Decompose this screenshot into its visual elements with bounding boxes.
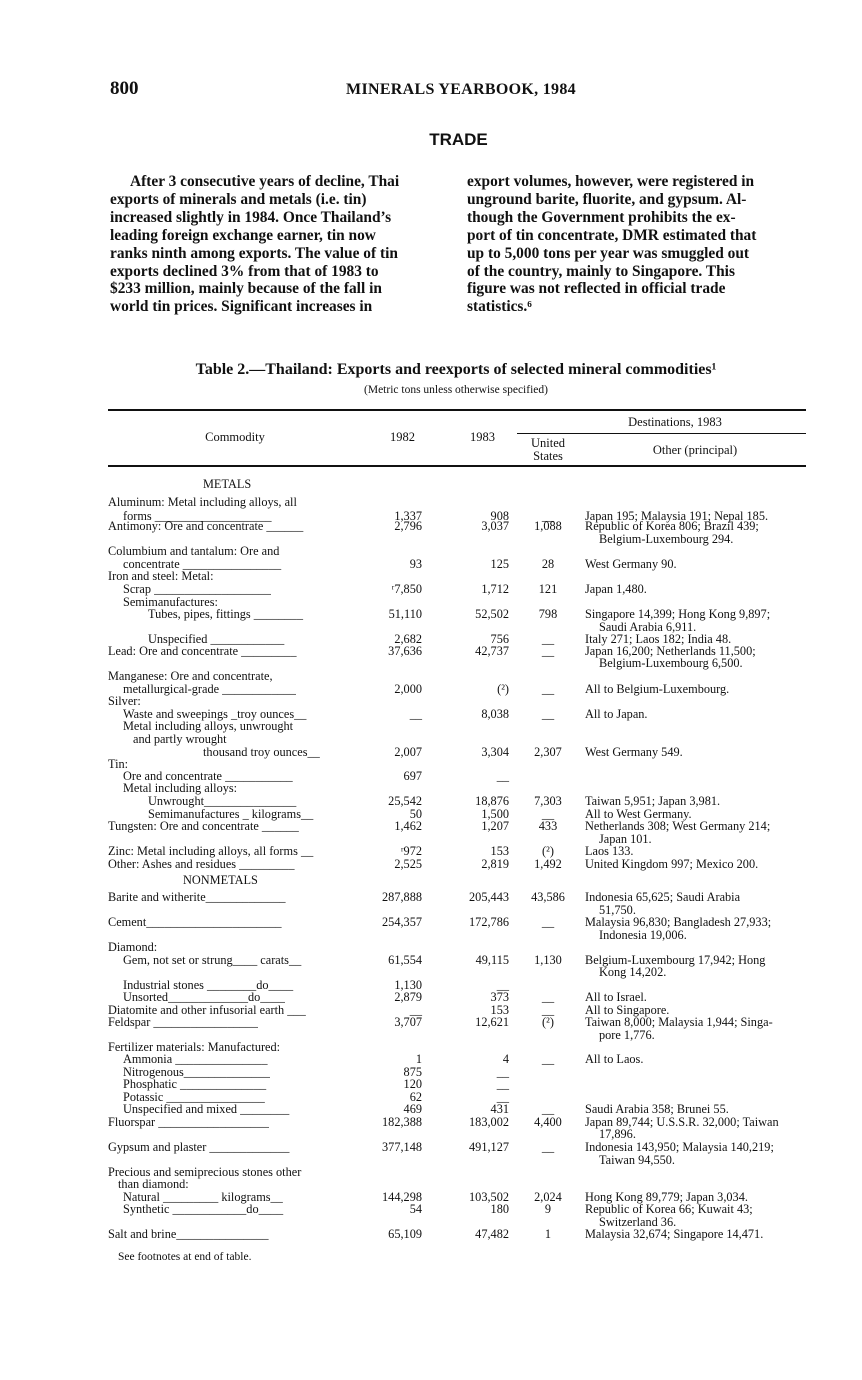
- value-united-states: 2,307: [534, 745, 562, 759]
- value-1982: 2,007: [394, 745, 422, 759]
- commodity-cell: than diamond:: [118, 1178, 189, 1191]
- value-1982: ʳ7,850: [391, 582, 422, 596]
- value-united-states: (²): [542, 844, 554, 858]
- value-united-states: __: [541, 1140, 555, 1154]
- other-destinations: United Kingdom 997; Mexico 200.: [585, 857, 759, 871]
- value-1982: __: [409, 707, 422, 721]
- value-1983: 3,037: [481, 519, 509, 533]
- value-1983: 1,207: [481, 819, 509, 833]
- value-united-states: __: [541, 632, 555, 646]
- commodity-cell: Potassic ________________: [123, 1091, 265, 1104]
- header-united-states: United States: [530, 436, 566, 463]
- commodity-cell: Gypsum and plaster _____________: [108, 1141, 290, 1154]
- value-united-states: 1: [544, 1227, 552, 1241]
- value-united-states: 43,586: [531, 890, 565, 904]
- value-1983: 125: [490, 557, 509, 571]
- section-title: TRADE: [429, 130, 488, 149]
- other-destinations: West Germany 549.: [585, 745, 683, 759]
- other-destinations: Malaysia 96,830; Bangladesh 27,933;: [585, 915, 772, 929]
- other-destinations: Belgium-Luxembourg 294.: [599, 532, 734, 546]
- other-destinations: Kong 14,202.: [599, 965, 667, 979]
- commodity-cell: and partly wrought: [133, 733, 227, 746]
- value-united-states: 798: [538, 607, 558, 621]
- value-united-states: 4,400: [534, 1115, 562, 1129]
- other-destinations: Japan 1,480.: [585, 582, 647, 596]
- value-1983: __: [496, 1065, 509, 1079]
- value-1983: 373: [490, 990, 509, 1004]
- commodity-cell: Industrial stones ________do____: [123, 979, 294, 992]
- value-1983: 18,876: [475, 794, 509, 808]
- text-line: world tin prices. Significant increases in: [110, 298, 373, 316]
- other-destinations: All to West Germany.: [585, 807, 692, 821]
- value-1982: 2,682: [394, 632, 422, 646]
- section-heading: NONMETALS: [183, 874, 258, 887]
- value-1982: 2,879: [394, 990, 422, 1004]
- commodity-cell: Nitrogenous______________: [123, 1066, 270, 1079]
- commodity-cell: Natural _________ kilograms__: [123, 1191, 283, 1204]
- value-united-states: __: [541, 1003, 555, 1017]
- value-1982: 254,357: [382, 915, 422, 929]
- value-1982: 697: [403, 769, 422, 783]
- text-line: statistics.⁶: [467, 298, 532, 316]
- value-1982: __: [409, 1003, 422, 1017]
- table-subtitle: (Metric tons unless otherwise specified): [364, 384, 548, 396]
- value-united-states: (²): [542, 1015, 554, 1029]
- value-1983: 4: [502, 1052, 509, 1066]
- text-line: After 3 consecutive years of decline, Thai: [130, 173, 400, 190]
- value-1983: 3,304: [481, 745, 509, 759]
- text-line: exports declined 3% from that of 1983 to: [110, 262, 379, 280]
- other-destinations: Hong Kong 89,779; Japan 3,034.: [585, 1190, 748, 1204]
- other-destinations: Italy 271; Laos 182; India 48.: [585, 632, 732, 646]
- page-number: 800: [110, 78, 139, 99]
- commodity-cell: Salt and brine_______________: [108, 1228, 269, 1241]
- other-destinations: Japan 101.: [599, 832, 652, 846]
- commodity-cell: Ammonia _______________: [123, 1053, 268, 1066]
- value-1982: 875: [403, 1065, 422, 1079]
- commodity-cell: Precious and semiprecious stones other: [108, 1166, 302, 1179]
- text-line: export volumes, however, were registered in: [467, 173, 755, 190]
- value-united-states: __: [541, 509, 555, 523]
- commodity-cell: Unspecified ____________: [148, 633, 285, 646]
- value-1983: 431: [490, 1102, 509, 1116]
- section-heading: METALS: [203, 478, 252, 491]
- value-1983: 153: [490, 844, 509, 858]
- commodity-cell: concentrate ________________: [123, 558, 282, 571]
- other-destinations: All to Israel.: [585, 990, 647, 1004]
- text-line: figure was not reflected in official trade: [467, 280, 726, 298]
- other-destinations: Indonesia 65,625; Saudi Arabia: [585, 890, 741, 904]
- value-1983: 205,443: [469, 890, 509, 904]
- other-destinations: Belgium-Luxembourg 6,500.: [599, 656, 743, 670]
- value-1983: 52,502: [475, 607, 509, 621]
- commodity-cell: Tin:: [108, 758, 129, 771]
- value-united-states: 1,088: [534, 519, 562, 533]
- text-line: of the country, mainly to Singapore. This: [467, 262, 735, 280]
- value-1982: 377,148: [382, 1140, 422, 1154]
- commodity-cell: Unwrought_______________: [148, 795, 297, 808]
- commodity-cell: Unsorted_____________do____: [123, 991, 285, 1004]
- value-1982: 182,388: [382, 1115, 422, 1129]
- value-1983: 491,127: [469, 1140, 509, 1154]
- other-destinations: All to Japan.: [585, 707, 648, 721]
- value-united-states: 433: [538, 819, 558, 833]
- commodity-cell: Zinc: Metal including alloys, all forms __: [108, 845, 314, 858]
- value-1982: 37,636: [388, 644, 422, 658]
- value-1982: 93: [409, 557, 422, 571]
- commodity-cell: Cement______________________: [108, 916, 282, 929]
- header-other: Other (principal): [652, 443, 738, 457]
- other-destinations: 51,750.: [599, 903, 636, 917]
- text-line: increased slightly in 1984. Once Thailand’s: [110, 208, 392, 226]
- other-destinations: Taiwan 94,550.: [599, 1153, 675, 1167]
- value-1982: 3,707: [394, 1015, 422, 1029]
- value-1983: 183,002: [469, 1115, 509, 1129]
- value-1983: 172,786: [469, 915, 509, 929]
- value-1983: __: [496, 1077, 509, 1091]
- value-1982: 2,796: [394, 519, 422, 533]
- value-1983: 2,819: [481, 857, 509, 871]
- value-1983: 12,621: [475, 1015, 509, 1029]
- value-1983: 103,502: [469, 1190, 509, 1204]
- commodity-cell: Diatomite and other infusorial earth ___: [108, 1004, 306, 1017]
- value-1982: 54: [409, 1202, 422, 1216]
- commodity-cell: Ore and concentrate ___________: [123, 770, 293, 783]
- value-1983: __: [496, 769, 509, 783]
- value-1983: 153: [490, 1003, 509, 1017]
- header-1982: 1982: [390, 430, 415, 444]
- value-1982: 65,109: [388, 1227, 422, 1241]
- value-united-states: __: [541, 707, 555, 721]
- value-1982: 144,298: [382, 1190, 422, 1204]
- value-1983: 180: [490, 1202, 509, 1216]
- value-1982: 2,525: [394, 857, 422, 871]
- table-footnote: See footnotes at end of table.: [118, 1251, 252, 1263]
- value-1983: 8,038: [481, 707, 509, 721]
- commodity-cell: metallurgical-grade ____________: [123, 683, 296, 696]
- value-1983: 908: [490, 509, 509, 523]
- other-destinations: Indonesia 143,950; Malaysia 140,219;: [585, 1140, 774, 1154]
- text-line: up to 5,000 tons per year was smuggled out: [467, 244, 750, 262]
- value-united-states: 28: [541, 557, 555, 571]
- other-destinations: Switzerland 36.: [599, 1215, 677, 1229]
- text-line: port of tin concentrate, DMR estimated that: [467, 226, 757, 244]
- other-destinations: Taiwan 5,951; Japan 3,981.: [585, 794, 721, 808]
- value-1982: 62: [409, 1090, 422, 1104]
- commodity-cell: Semimanufactures _ kilograms__: [148, 808, 314, 821]
- commodity-cell: Lead: Ore and concentrate _________: [108, 645, 297, 658]
- value-1983: 49,115: [475, 953, 509, 967]
- value-1983: 47,482: [475, 1227, 509, 1241]
- value-1982: 1,130: [394, 978, 422, 992]
- value-1982: 50: [409, 807, 422, 821]
- table-title: Table 2.—Thailand: Exports and reexports of selected mineral commodities¹: [195, 361, 717, 378]
- commodity-cell: Aluminum: Metal including alloys, all: [108, 496, 297, 509]
- text-line: leading foreign exchange earner, tin now: [110, 226, 376, 244]
- other-destinations: All to Belgium-Luxembourg.: [585, 682, 730, 696]
- value-1983: 756: [490, 632, 509, 646]
- other-destinations: Republic of Korea 806; Brazil 439;: [585, 519, 759, 533]
- commodity-cell: forms ___________________: [123, 510, 272, 523]
- commodity-cell: Antimony: Ore and concentrate ______: [108, 520, 304, 533]
- commodity-cell: Tungsten: Ore and concentrate ______: [108, 820, 299, 833]
- other-destinations: Singapore 14,399; Hong Kong 9,897;: [585, 607, 771, 621]
- other-destinations: pore 1,776.: [599, 1028, 655, 1042]
- commodity-cell: Tubes, pipes, fittings ________: [148, 608, 303, 621]
- other-destinations: 17,896.: [599, 1127, 636, 1141]
- value-1982: ʳ972: [400, 844, 422, 858]
- text-line: exports of minerals and metals (i.e. tin): [110, 190, 367, 208]
- other-destinations: Netherlands 308; West Germany 214;: [585, 819, 771, 833]
- commodity-cell: Semimanufactures:: [123, 596, 218, 609]
- value-united-states: 7,303: [534, 794, 562, 808]
- commodity-cell: Phosphatic ______________: [123, 1078, 267, 1091]
- commodity-cell: Unspecified and mixed ________: [123, 1103, 290, 1116]
- value-1982: 1,462: [394, 819, 422, 833]
- text-line: $233 million, mainly because of the fall in: [110, 280, 382, 298]
- value-1982: 120: [403, 1077, 422, 1091]
- other-destinations: Saudi Arabia 358; Brunei 55.: [585, 1102, 729, 1116]
- value-1982: 61,554: [388, 953, 422, 967]
- commodity-cell: Iron and steel: Metal:: [108, 570, 214, 583]
- value-united-states: 9: [544, 1202, 552, 1216]
- commodity-cell: Synthetic ____________do____: [123, 1203, 284, 1216]
- value-1982: 25,542: [388, 794, 422, 808]
- value-united-states: 1,492: [534, 857, 562, 871]
- other-destinations: Belgium-Luxembourg 17,942; Hong: [585, 953, 766, 967]
- value-1983: 42,737: [475, 644, 509, 658]
- commodity-cell: Metal including alloys, unwrought: [123, 720, 294, 733]
- other-destinations: Japan 89,744; U.S.S.R. 32,000; Taiwan: [585, 1115, 779, 1129]
- commodity-cell: Feldspar _________________: [108, 1016, 258, 1029]
- text-line: unground barite, fluorite, and gypsum. Al-: [467, 190, 747, 208]
- commodity-cell: Silver:: [108, 695, 141, 708]
- value-1983: __: [496, 978, 509, 992]
- value-united-states: __: [541, 1102, 555, 1116]
- value-united-states: 1,130: [534, 953, 562, 967]
- commodity-cell: Waste and sweepings _troy ounces__: [123, 708, 307, 721]
- commodity-cell: Scrap ___________________: [123, 583, 271, 596]
- value-united-states: 121: [538, 582, 558, 596]
- other-destinations: Saudi Arabia 6,911.: [599, 620, 697, 634]
- commodity-cell: Fertilizer materials: Manufactured:: [108, 1041, 281, 1054]
- commodity-cell: Columbium and tantalum: Ore and: [108, 545, 280, 558]
- value-1983: 1,712: [481, 582, 509, 596]
- value-1982: 1,337: [394, 509, 422, 523]
- value-1982: 469: [403, 1102, 422, 1116]
- header-commodity: Commodity: [205, 430, 265, 444]
- text-line: ranks ninth among exports. The value of tin: [110, 244, 398, 262]
- commodity-cell: Barite and witherite_____________: [108, 891, 286, 904]
- commodity-cell: Diamond:: [108, 941, 158, 954]
- other-destinations: All to Laos.: [585, 1052, 644, 1066]
- value-united-states: __: [541, 1052, 555, 1066]
- running-head: MINERALS YEARBOOK, 1984: [346, 81, 576, 98]
- value-1982: 287,888: [382, 890, 422, 904]
- commodity-cell: Fluorspar __________________: [108, 1116, 269, 1129]
- other-destinations: All to Singapore.: [585, 1003, 670, 1017]
- other-destinations: Japan 16,200; Netherlands 11,500;: [585, 644, 756, 658]
- header-1983: 1983: [470, 430, 495, 444]
- value-1983: 1,500: [481, 807, 509, 821]
- value-united-states: 2,024: [534, 1190, 562, 1204]
- header-destinations: Destinations, 1983: [628, 415, 722, 429]
- value-1983: (²): [497, 682, 509, 696]
- text-line: though the Government prohibits the ex-: [467, 208, 736, 226]
- commodity-cell: Metal including alloys:: [123, 782, 238, 795]
- value-united-states: __: [541, 915, 555, 929]
- commodity-cell: Gem, not set or strung____ carats__: [123, 954, 302, 967]
- other-destinations: Indonesia 19,006.: [599, 928, 687, 942]
- value-1982: 51,110: [388, 607, 422, 621]
- value-united-states: __: [541, 682, 555, 696]
- value-1983: __: [496, 1090, 509, 1104]
- value-1982: 1: [415, 1052, 422, 1066]
- value-united-states: __: [541, 990, 555, 1004]
- other-destinations: West Germany 90.: [585, 557, 677, 571]
- other-destinations: Taiwan 8,000; Malaysia 1,944; Singa-: [585, 1015, 773, 1029]
- other-destinations: Republic of Korea 66; Kuwait 43;: [585, 1202, 753, 1216]
- other-destinations: Japan 195; Malaysia 191; Nepal 185.: [585, 509, 769, 523]
- commodity-cell: Manganese: Ore and concentrate,: [108, 670, 273, 683]
- value-united-states: __: [541, 644, 555, 658]
- other-destinations: Malaysia 32,674; Singapore 14,471.: [585, 1227, 764, 1241]
- commodity-cell: Other: Ashes and residues _________: [108, 858, 295, 871]
- value-1982: 2,000: [394, 682, 422, 696]
- value-united-states: __: [541, 807, 555, 821]
- other-destinations: Laos 133.: [585, 844, 634, 858]
- commodity-cell: thousand troy ounces__: [203, 746, 320, 759]
